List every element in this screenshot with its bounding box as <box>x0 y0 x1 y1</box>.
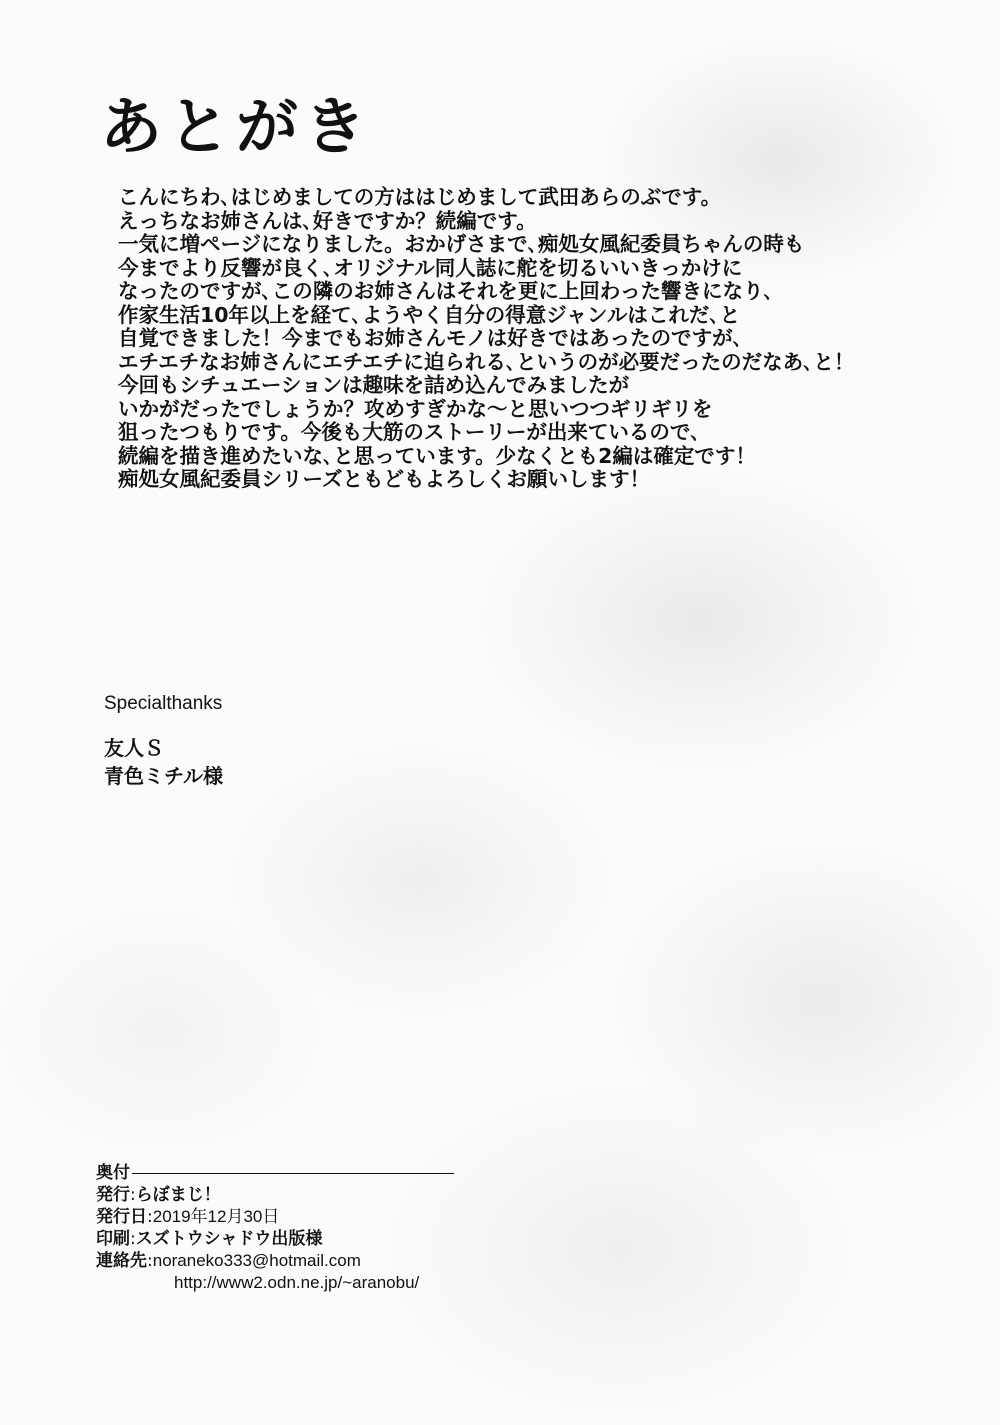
body-line: 今回もシチュエーションは趣味を詰め込んでみましたが <box>118 373 630 397</box>
body-line: 自覚できました！今までもお姉さんモノは好きではあったのですが､ <box>118 326 743 350</box>
date-row: 発行日:2019年12月30日 <box>96 1207 280 1227</box>
date-label: 発行日 <box>96 1207 147 1227</box>
afterword-body <box>118 186 978 492</box>
afterword-title: あとがき <box>100 90 373 163</box>
body-line: 続編を描き進めたいな､と思っています。少なくとも2編は確定です！ <box>118 443 756 468</box>
publisher-label: 発行 <box>96 1185 130 1205</box>
special-thanks-list <box>104 734 223 790</box>
body-line: こんにちわ､はじめましての方ははじめまして武田あらのぶです。 <box>118 185 722 209</box>
body-line: 痴処女風紀委員シリーズともどもよろしくお願いします！ <box>118 467 650 491</box>
contact-email[interactable]: noraneko333@hotmail.com <box>152 1251 361 1270</box>
printer-label: 印刷 <box>96 1229 130 1249</box>
publisher-row: 発行:らぼまじ！ <box>96 1185 221 1205</box>
body-line: いかがだったでしょうか？攻めすぎかな～と思いつつギリギリを <box>118 396 713 421</box>
body-line: 狙ったつもりです。今後も大筋のストーリーが出来ているので､ <box>118 420 701 444</box>
body-line: 作家生活10年以上を経て､ようやく自分の得意ジャンルはこれだ､と <box>118 302 741 327</box>
thanks-name: 青色ミチル様 <box>104 764 223 788</box>
contact-row: 連絡先:noraneko333@hotmail.com <box>96 1251 361 1271</box>
publisher-name: らぼまじ！ <box>135 1185 221 1205</box>
contact-label: 連絡先 <box>96 1251 147 1271</box>
printer-name: スズトウシャドウ出版様 <box>135 1229 323 1249</box>
thanks-name: 友人Ｓ <box>104 736 164 760</box>
publish-date: 2019年12月30日 <box>152 1207 280 1226</box>
body-line: えっちなお姉さんは､好きですか？続編です。 <box>118 208 537 233</box>
body-line: 今までより反響が良く､オリジナル同人誌に舵を切るいいきっかけに <box>118 255 743 280</box>
body-line: なったのですが､この隣のお姉さんはそれを更に上回わった響きになり､ <box>118 279 774 303</box>
colophon-heading: 奥付 <box>96 1163 130 1183</box>
website-url[interactable]: http://www2.odn.ne.jp/~aranobu/ <box>174 1273 420 1292</box>
colophon-divider <box>132 1173 454 1174</box>
colophon-heading-row <box>96 1162 454 1184</box>
body-line: 一気に増ページになりました。おかげさまで､痴処女風紀委員ちゃんの時も <box>118 232 805 256</box>
printer-row: 印刷:スズトウシャドウ出版様 <box>96 1229 323 1249</box>
special-thanks-heading: Specialthanks <box>104 693 223 714</box>
colophon <box>96 1162 454 1294</box>
body-line: エチエチなお姉さんにエチエチに迫られる､というのが必要だったのだなあ､と！ <box>118 349 855 374</box>
